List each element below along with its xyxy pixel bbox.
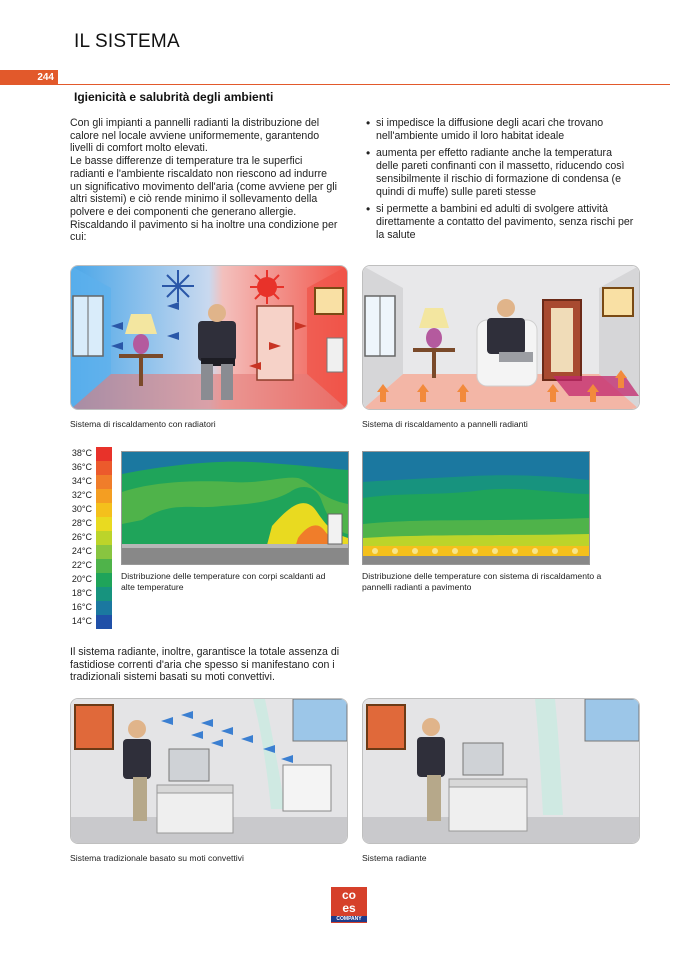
scale-row [70, 461, 114, 475]
page-number-tab [0, 70, 58, 85]
scale-label: 26°C [71, 532, 92, 542]
benefits-list [366, 117, 634, 246]
logo-line-3: COMPANY [331, 916, 367, 922]
radiators-room-illustration [70, 265, 348, 410]
intro-paragraph-2: Le basse differenze di temperature tra le superfici radianti e l'ambiente riscaldato non riescono ad indurre un significativo movimento dell'aria (come avviene per gli altri sistemi) e ciò rende minimo il sollevamento della polvere e dei componenti che generano allergie. [70, 155, 337, 218]
intro-text [70, 117, 340, 244]
scale-swatch [96, 573, 112, 587]
scale-row [70, 573, 114, 587]
scale-row [70, 531, 114, 545]
scale-row [70, 475, 114, 489]
scale-swatch [96, 531, 112, 545]
benefit-item-1: • si impedisce la diffusione degli acari che trovano nell'ambiente umido il loro habitat ideale [366, 117, 634, 142]
intro-paragraph-1: Con gli impianti a pannelli radianti la distribuzione del calore nel locale avviene uniformemente, garantendo livelli di comfort molto elevati. [70, 117, 320, 155]
temperature-map-radiators [121, 451, 349, 565]
caption-radiant: Sistema di riscaldamento a pannelli radianti [362, 419, 528, 429]
scale-row [70, 489, 114, 503]
scale-swatch [96, 517, 112, 531]
section-heading: Igienicità e salubrità degli ambienti [74, 90, 274, 104]
intro-paragraph-3: Riscaldando il pavimento si ha inoltre una condizione per cui: [70, 218, 338, 244]
page-title: IL SISTEMA [74, 31, 180, 52]
closing-paragraph: Il sistema radiante, inoltre, garantisce la totale assenza di fastidiose correnti d'aria che spesso si manifestano con i tradizionali sistemi basati su moti convettivi. [70, 646, 340, 684]
scale-label: 18°C [71, 588, 92, 598]
scale-label: 32°C [71, 490, 92, 500]
scale-swatch [96, 615, 112, 629]
scale-swatch [96, 545, 112, 559]
scale-row [70, 587, 114, 601]
caption-temp-floor: Distribuzione delle temperature con sistema di riscaldamento a pannelli radianti a pavimento [362, 571, 602, 592]
scale-label: 28°C [71, 518, 92, 528]
header-divider [58, 84, 670, 85]
scale-label: 14°C [71, 616, 92, 626]
temperature-map-radiant-floor [362, 451, 590, 565]
scale-swatch [96, 587, 112, 601]
page-number: 244 [37, 72, 54, 83]
scale-label: 38°C [71, 448, 92, 458]
scale-row [70, 503, 114, 517]
benefit-item-3: • si permette a bambini ed adulti di svolgere attività direttamente a contatto del pavimento, senza rischi per la salute [366, 203, 634, 241]
scale-row [70, 601, 114, 615]
scale-label: 22°C [71, 560, 92, 570]
scale-label: 16°C [71, 602, 92, 612]
scale-row [70, 517, 114, 531]
scale-label: 36°C [71, 462, 92, 472]
caption-temp-bodies: Distribuzione delle temperature con corpi scaldanti ad alte temperature [121, 571, 326, 592]
scale-swatch [96, 601, 112, 615]
scale-row [70, 447, 114, 461]
temperature-scale [70, 447, 114, 629]
coes-logo [331, 887, 367, 923]
scale-row [70, 615, 114, 629]
scale-row [70, 545, 114, 559]
scale-label: 30°C [71, 504, 92, 514]
benefit-item-2: • aumenta per effetto radiante anche la temperatura delle pareti confinanti con il massetto, riducendo così sensibilmente il rischio di formazione di condensa (e quindi di muffe) sulle pareti stesse [366, 147, 634, 198]
radiant-room-illustration [362, 265, 640, 410]
scale-swatch [96, 489, 112, 503]
scale-swatch [96, 559, 112, 573]
caption-radiant-system: Sistema radiante [362, 853, 427, 863]
caption-convective: Sistema tradizionale basato su moti convettivi [70, 853, 244, 863]
convective-office-illustration [70, 698, 348, 844]
radiant-office-illustration [362, 698, 640, 844]
scale-label: 24°C [71, 546, 92, 556]
caption-radiators: Sistema di riscaldamento con radiatori [70, 419, 216, 429]
scale-label: 34°C [71, 476, 92, 486]
scale-swatch [96, 475, 112, 489]
scale-swatch [96, 461, 112, 475]
scale-row [70, 559, 114, 573]
logo-line-2: es [342, 901, 356, 915]
scale-label: 20°C [71, 574, 92, 584]
scale-swatch [96, 447, 112, 461]
logo-line-1: co [341, 888, 356, 902]
scale-swatch [96, 503, 112, 517]
sun-icon [250, 270, 284, 304]
